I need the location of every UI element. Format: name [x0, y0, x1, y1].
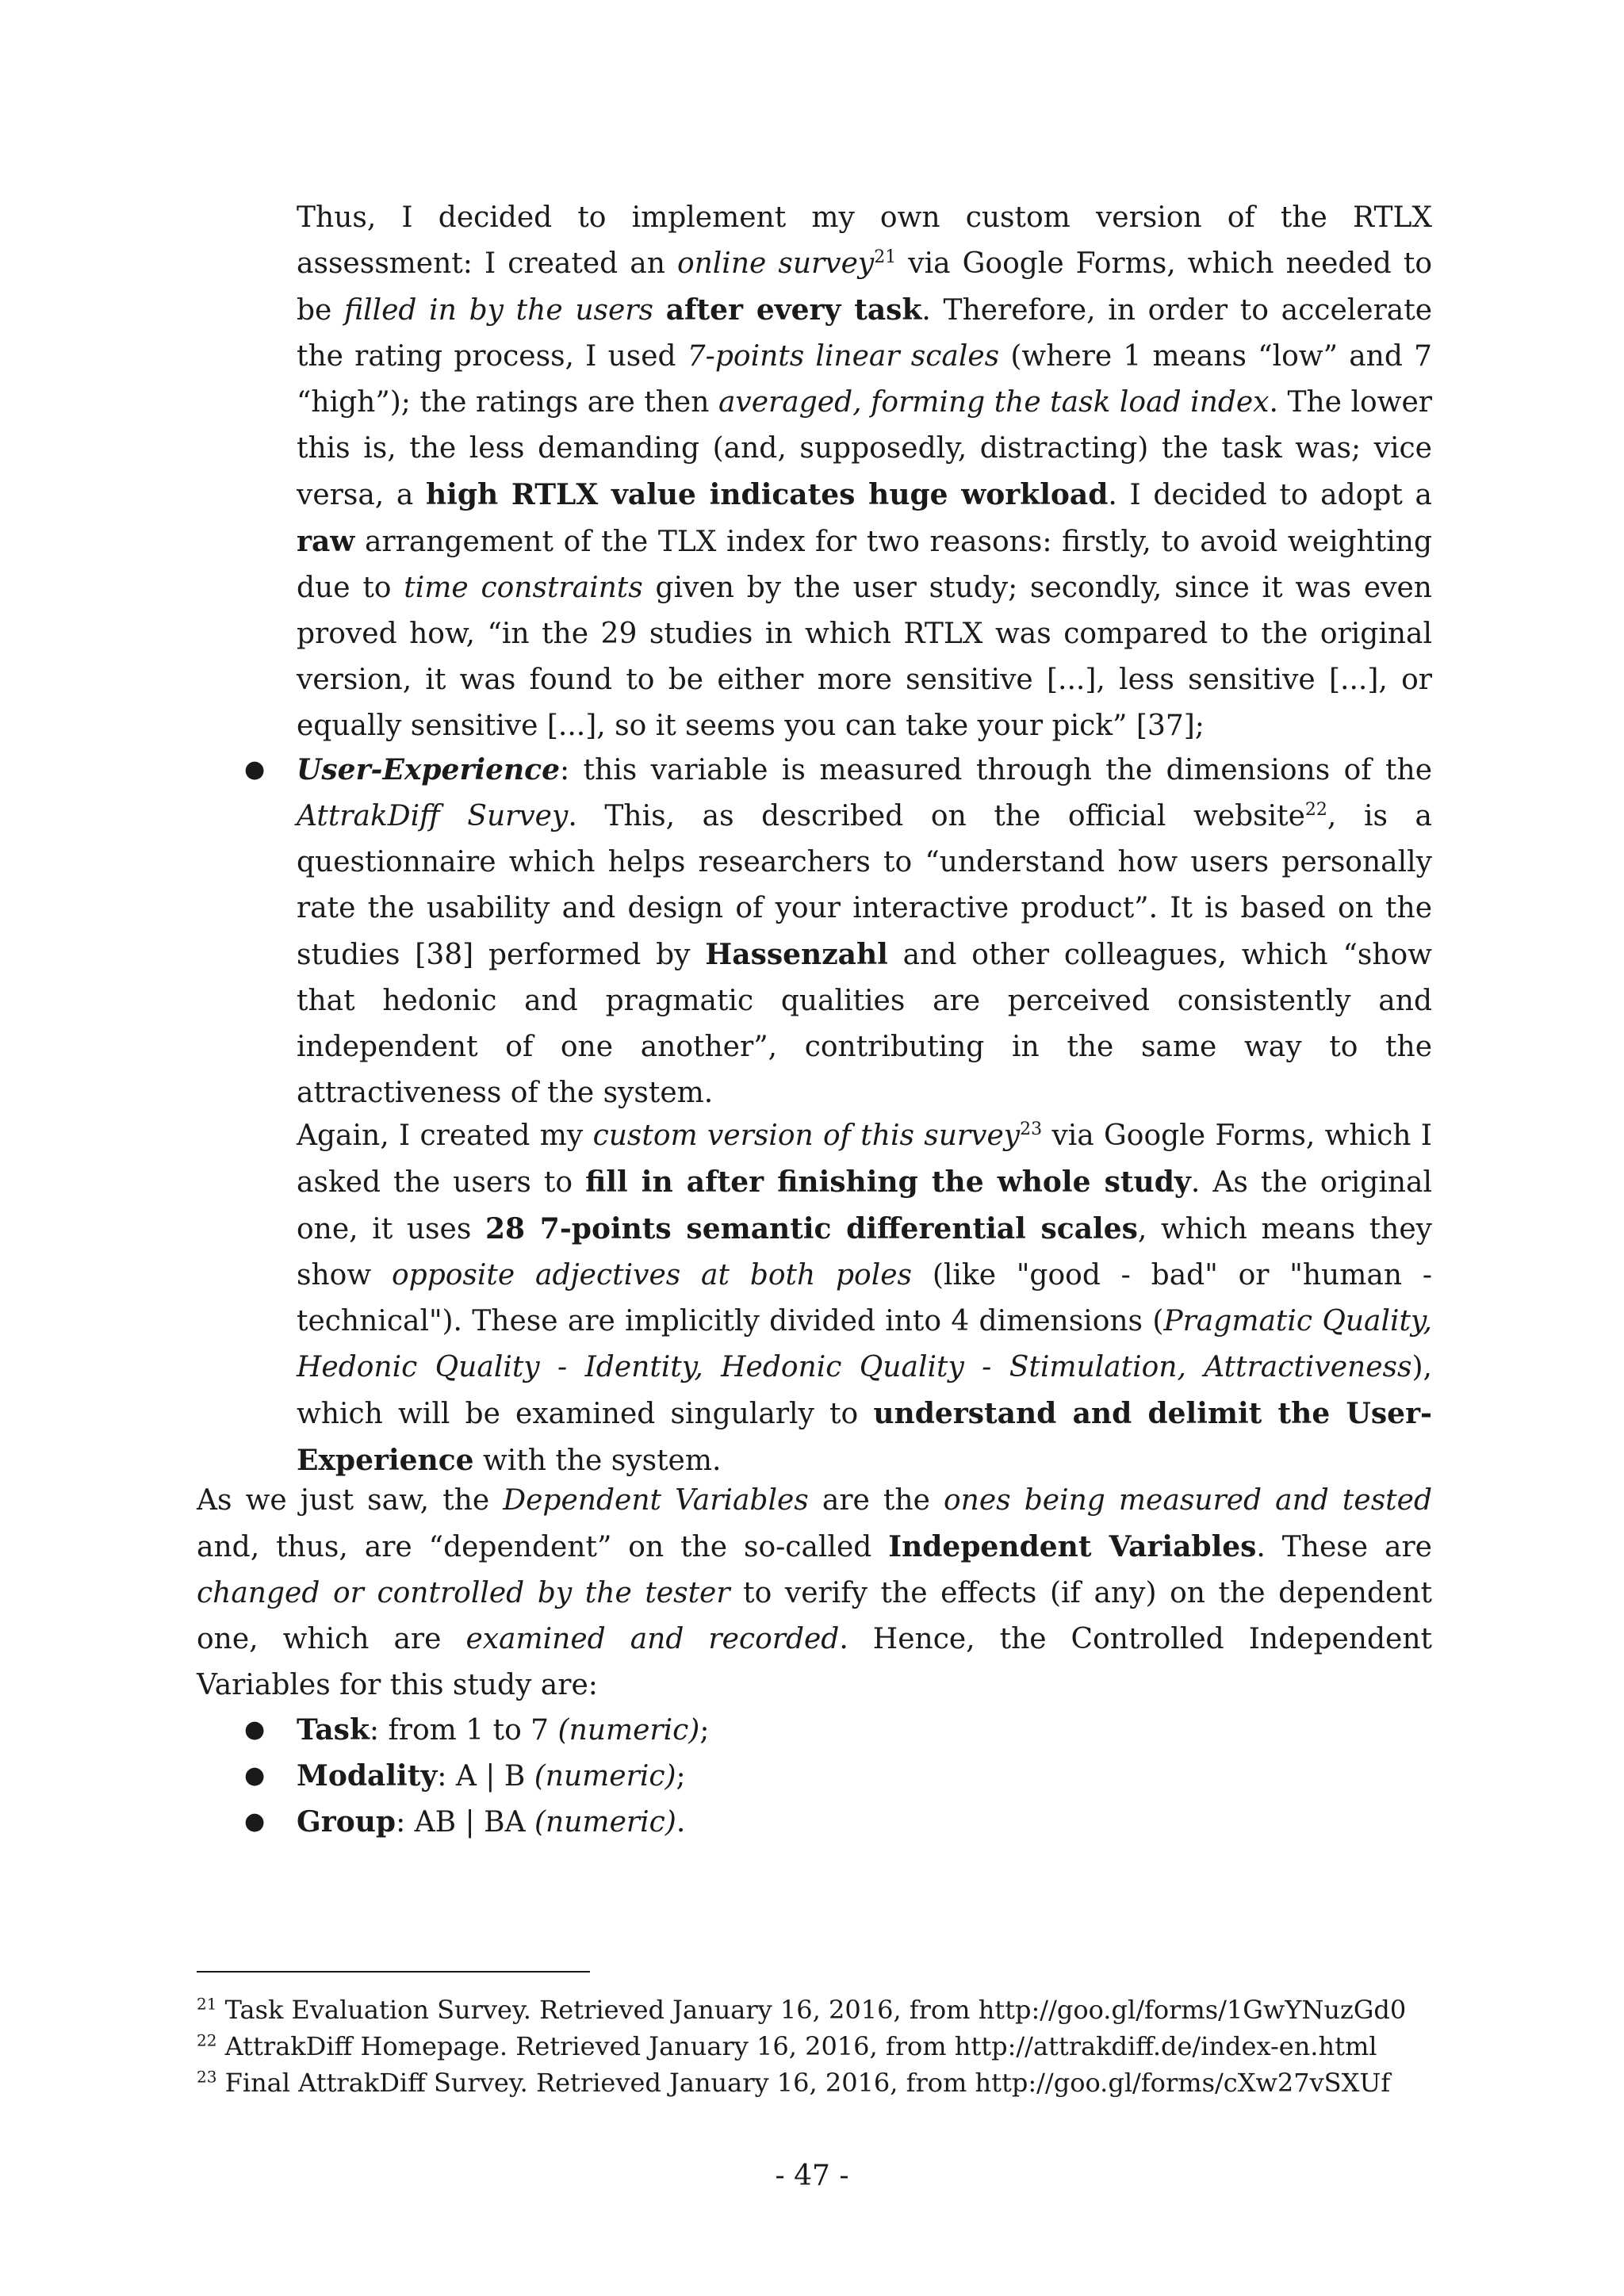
text-italic: changed or controlled by the tester [197, 1577, 730, 1609]
text-italic: online survey [676, 247, 875, 280]
list-item-task [297, 1707, 1432, 1754]
text-bold: Group [297, 1805, 396, 1839]
text: (like "good - bad" or "human - technical"). These are implicitly divided into 4 dimensions ( [297, 1259, 1433, 1337]
footnote-text: Task Evaluation Survey. Retrieved January 16, 2016, from http://goo.gl/forms/1GwYNuzGd0 [216, 1995, 1407, 2025]
text: via Google Forms, which I asked the users to [297, 1119, 1432, 1199]
text: (where 1 means “low” and 7 “high”); the ratings are then [297, 340, 1432, 419]
text-bold: fill in after finishing the whole study [585, 1165, 1191, 1199]
text-italic: opposite adjectives at both poles [391, 1259, 913, 1292]
text: . [676, 1806, 686, 1839]
text [653, 294, 666, 327]
text: given by the user study; secondly, since it was even proved how, “in the 29 studies in which RTLX was compared to the original version, it was found to be either more sensitive [...], less sensitive [...], or equally sensitive [...], so it seems you can take your pick” [37]; [297, 572, 1432, 742]
text: with the system. [473, 1445, 722, 1477]
bullet-icon: ● [244, 1808, 266, 1835]
text-bold: Independent Variables [888, 1530, 1257, 1563]
text-bold: Modality [297, 1759, 438, 1793]
text-italic: (numeric) [534, 1760, 676, 1793]
text-italic: (numeric) [557, 1714, 700, 1747]
text-bold: raw [297, 525, 355, 558]
paragraph-attrakdiff [297, 1113, 1432, 1484]
text: ), which will be examined singularly to [297, 1351, 1432, 1430]
text: , is a questionnaire which helps researchers to “understand how users personally rate the usability and design of your interactive product”. It is based on the studies [38] performed by [297, 800, 1433, 971]
bullet-icon: ● [244, 1762, 266, 1789]
text: As we just saw, the [197, 1484, 504, 1517]
text: . This, as described on the official website [568, 800, 1305, 832]
footnote-text: AttrakDiff Homepage. Retrieved January 16, 2016, from http://attrakdiff.de/index-en.html [216, 2031, 1377, 2061]
text: arrangement of the TLX index for two reasons: firstly, to avoid weighting due to [297, 526, 1432, 604]
text-bold: 28 7-points semantic differential scales [485, 1212, 1138, 1246]
text-italic: filled in by the users [344, 294, 653, 327]
text: . I decided to adopt a [1108, 479, 1432, 511]
text: : from 1 to 7 [369, 1714, 558, 1747]
text: Thus, I decided to implement my own custom version of the RTLX assessment: I created an [297, 201, 1432, 280]
text-italic: AttrakDiff Survey [297, 800, 569, 832]
text-italic: examined and recorded [465, 1623, 840, 1655]
text-italic: averaged, forming the task load index [718, 386, 1270, 419]
text-bold: understand and delimit the User-Experience [297, 1397, 1432, 1477]
text: : this variable is measured through the dimensions of the [560, 754, 1432, 786]
text-italic: Dependent Variables [503, 1484, 809, 1517]
text: . These are [1256, 1531, 1432, 1563]
text: , which means they show [297, 1213, 1432, 1292]
text: : AB | BA [396, 1806, 535, 1839]
bullet-icon: ● [244, 1716, 266, 1743]
paragraph-independent-variables [197, 1478, 1432, 1709]
text: and, thus, are “dependent” on the so-called [197, 1531, 889, 1563]
text: ; [699, 1714, 710, 1747]
text: . Hence, the Controlled Independent Variables for this study are: [197, 1623, 1432, 1701]
footnote-number: 21 [197, 1994, 217, 2014]
text-bold: high RTLX value indicates huge workload [425, 478, 1109, 511]
text: : A | B [437, 1760, 534, 1793]
page-number: - 47 - [775, 2160, 849, 2192]
text: ; [676, 1760, 686, 1793]
footnote-separator [197, 1971, 590, 1973]
footnote-number: 23 [197, 2067, 217, 2087]
list-item-group [297, 1799, 1432, 1846]
footnote-ref-23[interactable]: 23 [1020, 1119, 1043, 1139]
footnote-ref-21[interactable]: 21 [874, 247, 897, 267]
list-item-modality [297, 1753, 1432, 1800]
text: via Google Forms, which needed to be [297, 247, 1432, 327]
text-italic: ones being measured and tested [943, 1484, 1432, 1517]
footnote-22 [197, 2028, 1434, 2064]
footnote-ref-22[interactable]: 22 [1304, 800, 1327, 820]
text: and other colleagues, which “show that hedonic and pragmatic qualities are perceived consistently and independent of one another”, contributing in the same way to the attractiveness of the system. [297, 939, 1432, 1109]
text-bold: Hassenzahl [705, 938, 888, 971]
bullet-icon: ● [244, 756, 266, 783]
text: to verify the effects (if any) on the dependent one, which are [197, 1577, 1432, 1655]
text-italic: custom version of this survey [592, 1119, 1021, 1152]
text-italic: 7-points linear scales [687, 340, 1000, 373]
footnote-number: 22 [197, 2030, 217, 2050]
text-italic: (numeric) [534, 1806, 676, 1839]
footnote-23 [197, 2064, 1434, 2101]
footnote-text: Final AttrakDiff Survey. Retrieved January 16, 2016, from http://goo.gl/forms/cXw27vSXUf [216, 2068, 1391, 2098]
text-italic: time constraints [404, 572, 643, 604]
text: . Therefore, in order to accelerate the rating process, I used [297, 294, 1433, 373]
text-bold: after every task [665, 293, 922, 327]
text: . The lower this is, the less demanding (and, supposedly, distracting) the task was; vice versa, a [297, 386, 1432, 511]
list-item-user-experience [297, 747, 1432, 1116]
text: are the [808, 1484, 944, 1517]
text-italic: Pragmatic Quality, Hedonic Quality - Identity, Hedonic Quality - Stimulation, Attractiveness [297, 1305, 1432, 1383]
text: . As the original one, it uses [297, 1166, 1433, 1246]
paragraph-rtlx [297, 195, 1432, 749]
text-bold: Task [297, 1713, 370, 1747]
footnote-21 [197, 1992, 1434, 2028]
text-bold-italic: User-Experience [297, 753, 560, 786]
text: Again, I created my [297, 1119, 593, 1152]
